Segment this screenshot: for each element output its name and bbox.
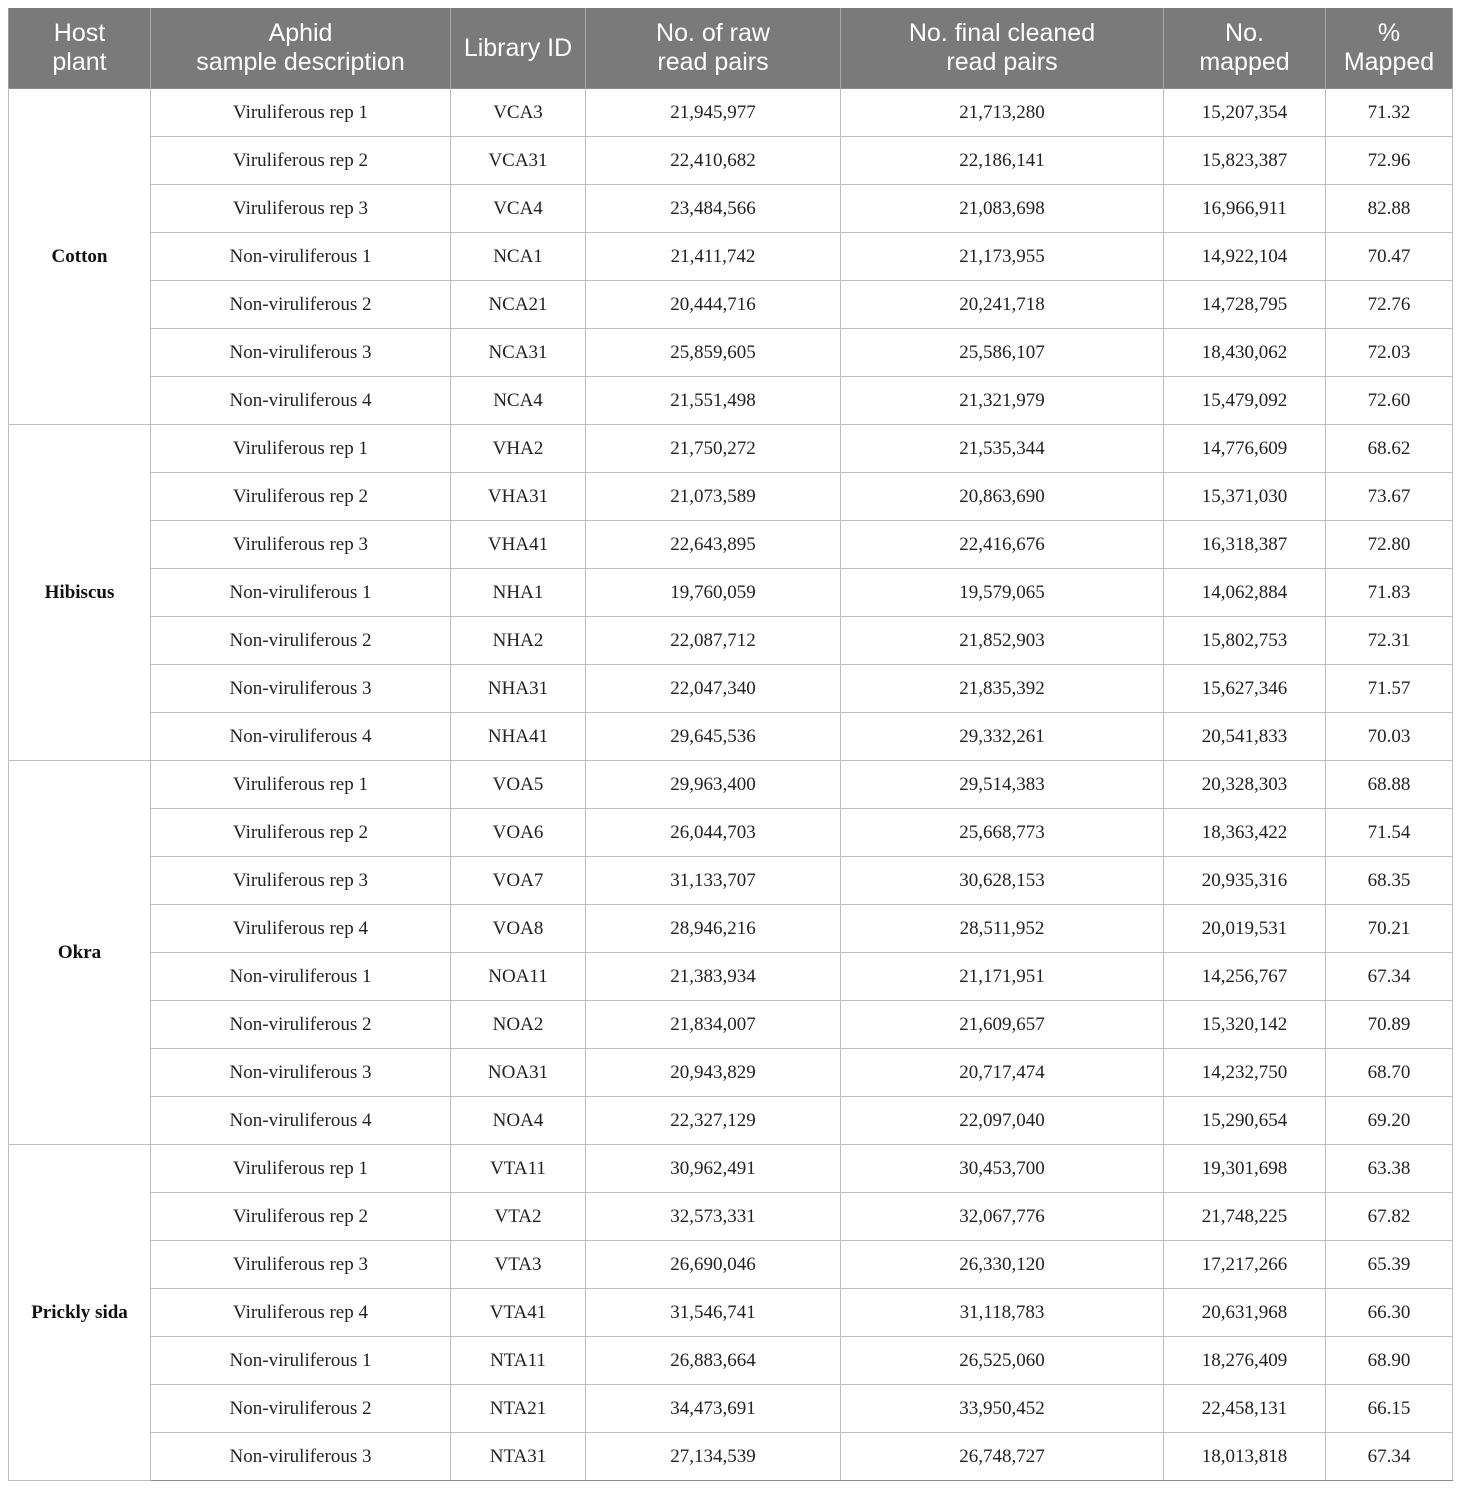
sample-description-cell: Viruliferous rep 3 — [151, 1241, 451, 1289]
sample-description-cell: Viruliferous rep 2 — [151, 137, 451, 185]
library-id-cell: VOA5 — [451, 761, 586, 809]
sample-description-cell: Non-viruliferous 2 — [151, 1385, 451, 1433]
raw-read-pairs-cell: 20,444,716 — [586, 281, 841, 329]
table-header — [9, 8, 1453, 89]
header-percent-mapped: % Mapped — [1326, 8, 1453, 89]
library-id-cell: VTA41 — [451, 1289, 586, 1337]
sample-description-cell: Viruliferous rep 4 — [151, 905, 451, 953]
no-mapped-cell: 15,802,753 — [1164, 617, 1326, 665]
library-id-cell: VTA2 — [451, 1193, 586, 1241]
no-mapped-cell: 14,232,750 — [1164, 1049, 1326, 1097]
table-row — [9, 761, 1453, 809]
sample-description-cell: Non-viruliferous 4 — [151, 1097, 451, 1145]
percent-mapped-cell: 67.34 — [1326, 1433, 1453, 1481]
table-row — [9, 617, 1453, 665]
cleaned-read-pairs-cell: 32,067,776 — [841, 1193, 1164, 1241]
raw-read-pairs-cell: 25,859,605 — [586, 329, 841, 377]
no-mapped-cell: 22,458,131 — [1164, 1385, 1326, 1433]
table-row — [9, 1097, 1453, 1145]
no-mapped-cell: 14,256,767 — [1164, 953, 1326, 1001]
table-row — [9, 1145, 1453, 1193]
table-row — [9, 185, 1453, 233]
percent-mapped-cell: 72.31 — [1326, 617, 1453, 665]
sample-description-cell: Non-viruliferous 1 — [151, 233, 451, 281]
raw-read-pairs-cell: 28,946,216 — [586, 905, 841, 953]
percent-mapped-cell: 70.89 — [1326, 1001, 1453, 1049]
no-mapped-cell: 14,922,104 — [1164, 233, 1326, 281]
raw-read-pairs-cell: 21,945,977 — [586, 89, 841, 137]
raw-read-pairs-cell: 22,087,712 — [586, 617, 841, 665]
table-row — [9, 713, 1453, 761]
library-id-cell: NHA41 — [451, 713, 586, 761]
cleaned-read-pairs-cell: 26,330,120 — [841, 1241, 1164, 1289]
cleaned-read-pairs-cell: 25,586,107 — [841, 329, 1164, 377]
library-id-cell: NCA1 — [451, 233, 586, 281]
library-id-cell: VHA41 — [451, 521, 586, 569]
table-row — [9, 953, 1453, 1001]
percent-mapped-cell: 68.88 — [1326, 761, 1453, 809]
no-mapped-cell: 15,627,346 — [1164, 665, 1326, 713]
no-mapped-cell: 19,301,698 — [1164, 1145, 1326, 1193]
library-id-cell: NTA11 — [451, 1337, 586, 1385]
library-id-cell: VOA7 — [451, 857, 586, 905]
raw-read-pairs-cell: 22,410,682 — [586, 137, 841, 185]
sequencing-summary-table — [8, 8, 1453, 1481]
cleaned-read-pairs-cell: 29,514,383 — [841, 761, 1164, 809]
raw-read-pairs-cell: 21,750,272 — [586, 425, 841, 473]
host-plant-cell: Hibiscus — [9, 425, 151, 761]
library-id-cell: NOA4 — [451, 1097, 586, 1145]
table-row — [9, 425, 1453, 473]
host-plant-cell: Cotton — [9, 89, 151, 425]
no-mapped-cell: 18,276,409 — [1164, 1337, 1326, 1385]
library-id-cell: NOA11 — [451, 953, 586, 1001]
cleaned-read-pairs-cell: 22,186,141 — [841, 137, 1164, 185]
cleaned-read-pairs-cell: 26,525,060 — [841, 1337, 1164, 1385]
no-mapped-cell: 20,541,833 — [1164, 713, 1326, 761]
table-row — [9, 809, 1453, 857]
raw-read-pairs-cell: 21,383,934 — [586, 953, 841, 1001]
table-row — [9, 1337, 1453, 1385]
raw-read-pairs-cell: 21,551,498 — [586, 377, 841, 425]
sample-description-cell: Non-viruliferous 2 — [151, 617, 451, 665]
percent-mapped-cell: 67.82 — [1326, 1193, 1453, 1241]
header-sample-description: Aphid sample description — [151, 8, 451, 89]
library-id-cell: NOA2 — [451, 1001, 586, 1049]
sample-description-cell: Non-viruliferous 4 — [151, 377, 451, 425]
raw-read-pairs-cell: 22,327,129 — [586, 1097, 841, 1145]
library-id-cell: NCA31 — [451, 329, 586, 377]
raw-read-pairs-cell: 26,690,046 — [586, 1241, 841, 1289]
library-id-cell: NHA2 — [451, 617, 586, 665]
percent-mapped-cell: 72.03 — [1326, 329, 1453, 377]
percent-mapped-cell: 71.57 — [1326, 665, 1453, 713]
sample-description-cell: Viruliferous rep 4 — [151, 1289, 451, 1337]
no-mapped-cell: 15,371,030 — [1164, 473, 1326, 521]
library-id-cell: NCA4 — [451, 377, 586, 425]
table-row — [9, 857, 1453, 905]
cleaned-read-pairs-cell: 30,628,153 — [841, 857, 1164, 905]
cleaned-read-pairs-cell: 25,668,773 — [841, 809, 1164, 857]
table-row — [9, 281, 1453, 329]
library-id-cell: NOA31 — [451, 1049, 586, 1097]
percent-mapped-cell: 65.39 — [1326, 1241, 1453, 1289]
table-row — [9, 1433, 1453, 1481]
percent-mapped-cell: 68.62 — [1326, 425, 1453, 473]
percent-mapped-cell: 72.76 — [1326, 281, 1453, 329]
cleaned-read-pairs-cell: 19,579,065 — [841, 569, 1164, 617]
library-id-cell: VCA3 — [451, 89, 586, 137]
no-mapped-cell: 21,748,225 — [1164, 1193, 1326, 1241]
sample-description-cell: Viruliferous rep 2 — [151, 809, 451, 857]
no-mapped-cell: 14,776,609 — [1164, 425, 1326, 473]
cleaned-read-pairs-cell: 21,835,392 — [841, 665, 1164, 713]
raw-read-pairs-cell: 32,573,331 — [586, 1193, 841, 1241]
no-mapped-cell: 18,430,062 — [1164, 329, 1326, 377]
raw-read-pairs-cell: 27,134,539 — [586, 1433, 841, 1481]
raw-read-pairs-cell: 21,073,589 — [586, 473, 841, 521]
raw-read-pairs-cell: 23,484,566 — [586, 185, 841, 233]
cleaned-read-pairs-cell: 20,717,474 — [841, 1049, 1164, 1097]
no-mapped-cell: 20,935,316 — [1164, 857, 1326, 905]
percent-mapped-cell: 69.20 — [1326, 1097, 1453, 1145]
sample-description-cell: Viruliferous rep 1 — [151, 89, 451, 137]
table-row — [9, 89, 1453, 137]
library-id-cell: NTA21 — [451, 1385, 586, 1433]
percent-mapped-cell: 82.88 — [1326, 185, 1453, 233]
sample-description-cell: Non-viruliferous 4 — [151, 713, 451, 761]
data-table-container — [8, 8, 1452, 1481]
raw-read-pairs-cell: 21,834,007 — [586, 1001, 841, 1049]
table-row — [9, 233, 1453, 281]
library-id-cell: VHA31 — [451, 473, 586, 521]
cleaned-read-pairs-cell: 21,173,955 — [841, 233, 1164, 281]
cleaned-read-pairs-cell: 21,713,280 — [841, 89, 1164, 137]
header-no-mapped: No. mapped — [1164, 8, 1326, 89]
library-id-cell: VTA11 — [451, 1145, 586, 1193]
raw-read-pairs-cell: 29,963,400 — [586, 761, 841, 809]
sample-description-cell: Non-viruliferous 1 — [151, 953, 451, 1001]
sample-description-cell: Non-viruliferous 3 — [151, 329, 451, 377]
library-id-cell: VOA6 — [451, 809, 586, 857]
cleaned-read-pairs-cell: 20,863,690 — [841, 473, 1164, 521]
library-id-cell: NHA1 — [451, 569, 586, 617]
sample-description-cell: Viruliferous rep 2 — [151, 1193, 451, 1241]
host-plant-cell: Prickly sida — [9, 1145, 151, 1481]
percent-mapped-cell: 72.96 — [1326, 137, 1453, 185]
percent-mapped-cell: 70.21 — [1326, 905, 1453, 953]
library-id-cell: VCA31 — [451, 137, 586, 185]
cleaned-read-pairs-cell: 21,321,979 — [841, 377, 1164, 425]
library-id-cell: VCA4 — [451, 185, 586, 233]
raw-read-pairs-cell: 22,047,340 — [586, 665, 841, 713]
cleaned-read-pairs-cell: 21,535,344 — [841, 425, 1164, 473]
no-mapped-cell: 20,328,303 — [1164, 761, 1326, 809]
table-row — [9, 1289, 1453, 1337]
library-id-cell: VTA3 — [451, 1241, 586, 1289]
sample-description-cell: Non-viruliferous 3 — [151, 1049, 451, 1097]
table-row — [9, 473, 1453, 521]
cleaned-read-pairs-cell: 26,748,727 — [841, 1433, 1164, 1481]
no-mapped-cell: 15,479,092 — [1164, 377, 1326, 425]
host-plant-cell: Okra — [9, 761, 151, 1145]
sample-description-cell: Viruliferous rep 3 — [151, 521, 451, 569]
table-row — [9, 1049, 1453, 1097]
table-row — [9, 1001, 1453, 1049]
sample-description-cell: Non-viruliferous 1 — [151, 569, 451, 617]
percent-mapped-cell: 63.38 — [1326, 1145, 1453, 1193]
no-mapped-cell: 15,207,354 — [1164, 89, 1326, 137]
cleaned-read-pairs-cell: 28,511,952 — [841, 905, 1164, 953]
raw-read-pairs-cell: 26,883,664 — [586, 1337, 841, 1385]
no-mapped-cell: 17,217,266 — [1164, 1241, 1326, 1289]
percent-mapped-cell: 66.30 — [1326, 1289, 1453, 1337]
cleaned-read-pairs-cell: 30,453,700 — [841, 1145, 1164, 1193]
raw-read-pairs-cell: 21,411,742 — [586, 233, 841, 281]
sample-description-cell: Viruliferous rep 1 — [151, 761, 451, 809]
header-raw-read-pairs: No. of raw read pairs — [586, 8, 841, 89]
table-row — [9, 1193, 1453, 1241]
percent-mapped-cell: 70.47 — [1326, 233, 1453, 281]
table-row — [9, 137, 1453, 185]
sample-description-cell: Non-viruliferous 2 — [151, 281, 451, 329]
cleaned-read-pairs-cell: 21,083,698 — [841, 185, 1164, 233]
percent-mapped-cell: 66.15 — [1326, 1385, 1453, 1433]
raw-read-pairs-cell: 29,645,536 — [586, 713, 841, 761]
no-mapped-cell: 16,318,387 — [1164, 521, 1326, 569]
raw-read-pairs-cell: 20,943,829 — [586, 1049, 841, 1097]
library-id-cell: NTA31 — [451, 1433, 586, 1481]
sample-description-cell: Viruliferous rep 1 — [151, 425, 451, 473]
percent-mapped-cell: 68.90 — [1326, 1337, 1453, 1385]
percent-mapped-cell: 68.35 — [1326, 857, 1453, 905]
sample-description-cell: Non-viruliferous 1 — [151, 1337, 451, 1385]
percent-mapped-cell: 70.03 — [1326, 713, 1453, 761]
no-mapped-cell: 15,823,387 — [1164, 137, 1326, 185]
no-mapped-cell: 18,363,422 — [1164, 809, 1326, 857]
cleaned-read-pairs-cell: 33,950,452 — [841, 1385, 1164, 1433]
library-id-cell: NCA21 — [451, 281, 586, 329]
raw-read-pairs-cell: 30,962,491 — [586, 1145, 841, 1193]
library-id-cell: VHA2 — [451, 425, 586, 473]
percent-mapped-cell: 71.83 — [1326, 569, 1453, 617]
no-mapped-cell: 15,320,142 — [1164, 1001, 1326, 1049]
table-body — [9, 89, 1453, 1481]
sample-description-cell: Viruliferous rep 2 — [151, 473, 451, 521]
sample-description-cell: Viruliferous rep 3 — [151, 185, 451, 233]
no-mapped-cell: 14,728,795 — [1164, 281, 1326, 329]
sample-description-cell: Non-viruliferous 3 — [151, 1433, 451, 1481]
percent-mapped-cell: 68.70 — [1326, 1049, 1453, 1097]
percent-mapped-cell: 73.67 — [1326, 473, 1453, 521]
library-id-cell: VOA8 — [451, 905, 586, 953]
no-mapped-cell: 14,062,884 — [1164, 569, 1326, 617]
no-mapped-cell: 18,013,818 — [1164, 1433, 1326, 1481]
raw-read-pairs-cell: 19,760,059 — [586, 569, 841, 617]
cleaned-read-pairs-cell: 31,118,783 — [841, 1289, 1164, 1337]
sample-description-cell: Viruliferous rep 3 — [151, 857, 451, 905]
sample-description-cell: Non-viruliferous 3 — [151, 665, 451, 713]
cleaned-read-pairs-cell: 21,171,951 — [841, 953, 1164, 1001]
raw-read-pairs-cell: 34,473,691 — [586, 1385, 841, 1433]
cleaned-read-pairs-cell: 21,852,903 — [841, 617, 1164, 665]
no-mapped-cell: 20,019,531 — [1164, 905, 1326, 953]
header-row — [9, 8, 1453, 89]
cleaned-read-pairs-cell: 29,332,261 — [841, 713, 1164, 761]
table-row — [9, 569, 1453, 617]
library-id-cell: NHA31 — [451, 665, 586, 713]
sample-description-cell: Viruliferous rep 1 — [151, 1145, 451, 1193]
table-row — [9, 1241, 1453, 1289]
sample-description-cell: Non-viruliferous 2 — [151, 1001, 451, 1049]
cleaned-read-pairs-cell: 22,097,040 — [841, 1097, 1164, 1145]
no-mapped-cell: 15,290,654 — [1164, 1097, 1326, 1145]
table-row — [9, 377, 1453, 425]
raw-read-pairs-cell: 22,643,895 — [586, 521, 841, 569]
header-library-id: Library ID — [451, 8, 586, 89]
cleaned-read-pairs-cell: 21,609,657 — [841, 1001, 1164, 1049]
table-row — [9, 329, 1453, 377]
raw-read-pairs-cell: 31,133,707 — [586, 857, 841, 905]
percent-mapped-cell: 67.34 — [1326, 953, 1453, 1001]
cleaned-read-pairs-cell: 20,241,718 — [841, 281, 1164, 329]
header-cleaned-read-pairs: No. final cleaned read pairs — [841, 8, 1164, 89]
table-row — [9, 521, 1453, 569]
no-mapped-cell: 20,631,968 — [1164, 1289, 1326, 1337]
table-row — [9, 905, 1453, 953]
percent-mapped-cell: 72.60 — [1326, 377, 1453, 425]
percent-mapped-cell: 71.32 — [1326, 89, 1453, 137]
no-mapped-cell: 16,966,911 — [1164, 185, 1326, 233]
cleaned-read-pairs-cell: 22,416,676 — [841, 521, 1164, 569]
table-row — [9, 1385, 1453, 1433]
raw-read-pairs-cell: 26,044,703 — [586, 809, 841, 857]
percent-mapped-cell: 72.80 — [1326, 521, 1453, 569]
header-host-plant: Host plant — [9, 8, 151, 89]
raw-read-pairs-cell: 31,546,741 — [586, 1289, 841, 1337]
percent-mapped-cell: 71.54 — [1326, 809, 1453, 857]
table-row — [9, 665, 1453, 713]
